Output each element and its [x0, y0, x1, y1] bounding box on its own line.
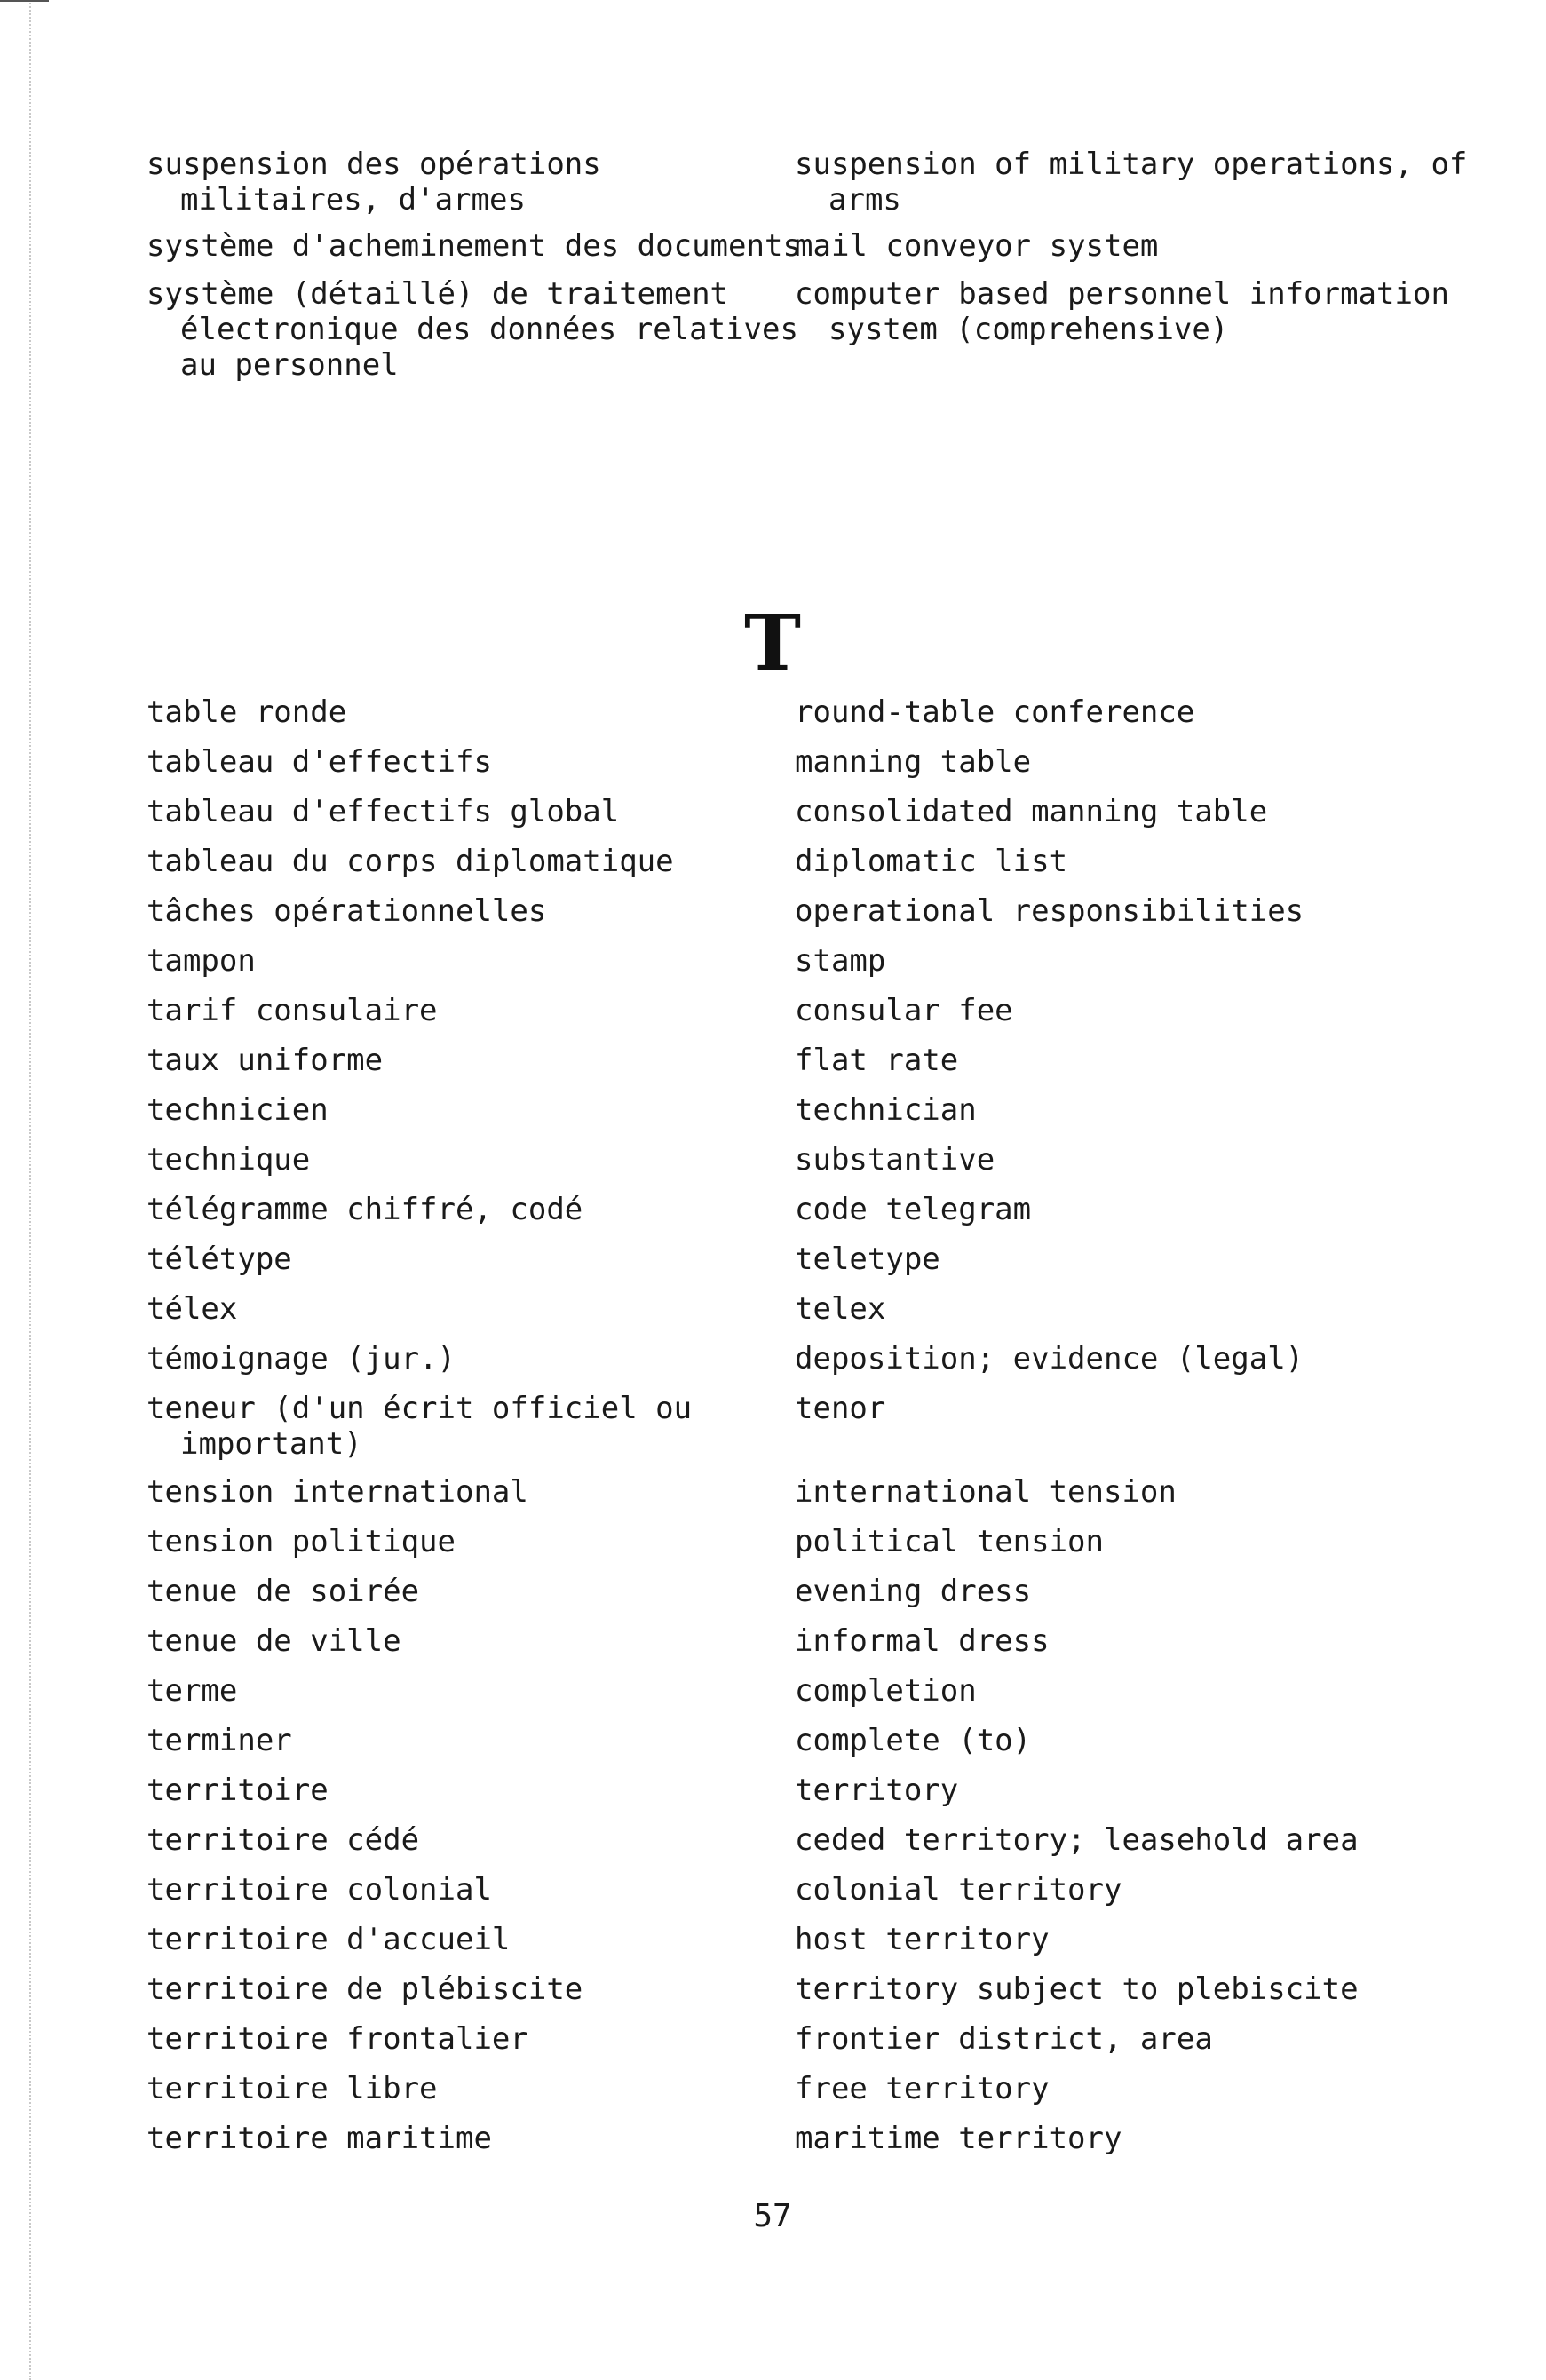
english-term: territory	[795, 1773, 959, 1808]
french-term: territoire frontalier	[147, 2021, 528, 2057]
english-term: evening dress	[795, 1574, 1032, 1609]
french-term: territoire de plébiscite	[147, 1971, 583, 2007]
french-term: témoignage (jur.)	[147, 1341, 456, 1376]
english-term: international tension	[795, 1474, 1177, 1510]
english-term: colonial territory	[795, 1872, 1122, 1908]
english-term: deposition; evidence (legal)	[795, 1341, 1304, 1376]
english-term: consular fee	[795, 993, 1013, 1028]
english-term: manning table	[795, 744, 1032, 780]
french-term: tableau du corps diplomatique	[147, 844, 674, 879]
english-term: diplomatic list	[795, 844, 1068, 879]
scan-corner-mark	[0, 0, 49, 2]
french-term: tarif consulaire	[147, 993, 438, 1028]
english-term: territory subject to plebiscite	[795, 1971, 1359, 2007]
french-term: taux uniforme	[147, 1043, 384, 1078]
english-term: round-table conference	[795, 694, 1195, 730]
english-term: substantive	[795, 1142, 995, 1178]
french-term: tableau d'effectifs	[147, 744, 492, 780]
french-term: teneur (d'un écrit officiel ou important)	[147, 1391, 693, 1462]
french-term: tension international	[147, 1474, 528, 1510]
english-term: computer based personnel information system (comprehensive)	[795, 276, 1449, 347]
french-term: territoire colonial	[147, 1872, 492, 1908]
english-term: stamp	[795, 943, 886, 979]
french-term: tenue de soirée	[147, 1574, 420, 1609]
english-term: consolidated manning table	[795, 794, 1268, 829]
english-term: completion	[795, 1673, 977, 1709]
english-term: informal dress	[795, 1623, 1050, 1659]
french-term: système d'acheminement des documents	[147, 228, 801, 264]
section-letter-heading: T	[744, 599, 801, 688]
french-term: territoire cédé	[147, 1822, 420, 1858]
english-term: mail conveyor system	[795, 228, 1159, 264]
french-term: tâches opérationnelles	[147, 893, 547, 929]
english-term: ceded territory; leasehold area	[795, 1822, 1359, 1858]
french-term: tenue de ville	[147, 1623, 401, 1659]
french-term: territoire	[147, 1773, 329, 1808]
french-term: table ronde	[147, 694, 347, 730]
french-term: territoire d'accueil	[147, 1922, 511, 1957]
english-term: tenor	[795, 1391, 886, 1426]
page-number: 57	[753, 2198, 792, 2234]
english-term: free territory	[795, 2071, 1050, 2106]
french-term: télégramme chiffré, codé	[147, 1192, 583, 1227]
english-term: teletype	[795, 1242, 940, 1277]
french-term: territoire maritime	[147, 2121, 492, 2156]
french-term: territoire libre	[147, 2071, 438, 2106]
french-term: suspension des opérations militaires, d'armes	[147, 147, 601, 218]
french-term: tableau d'effectifs global	[147, 794, 620, 829]
english-term: host territory	[795, 1922, 1050, 1957]
english-term: political tension	[795, 1524, 1104, 1559]
english-term: suspension of military operations, of arms	[795, 147, 1468, 218]
english-term: complete (to)	[795, 1723, 1032, 1758]
english-term: telex	[795, 1291, 886, 1327]
english-term: technician	[795, 1092, 977, 1128]
french-term: système (détaillé) de traitement électronique des données relatives au personnel	[147, 276, 798, 383]
english-term: operational responsibilities	[795, 893, 1304, 929]
english-term: frontier district, area	[795, 2021, 1213, 2057]
french-term: terminer	[147, 1723, 292, 1758]
french-term: terme	[147, 1673, 238, 1709]
french-term: technique	[147, 1142, 311, 1178]
scan-edge-line	[29, 0, 32, 2380]
english-term: maritime territory	[795, 2121, 1122, 2156]
french-term: tension politique	[147, 1524, 456, 1559]
french-term: tampon	[147, 943, 256, 979]
english-term: code telegram	[795, 1192, 1032, 1227]
french-term: technicien	[147, 1092, 329, 1128]
french-term: télétype	[147, 1242, 292, 1277]
french-term: télex	[147, 1291, 238, 1327]
english-term: flat rate	[795, 1043, 959, 1078]
